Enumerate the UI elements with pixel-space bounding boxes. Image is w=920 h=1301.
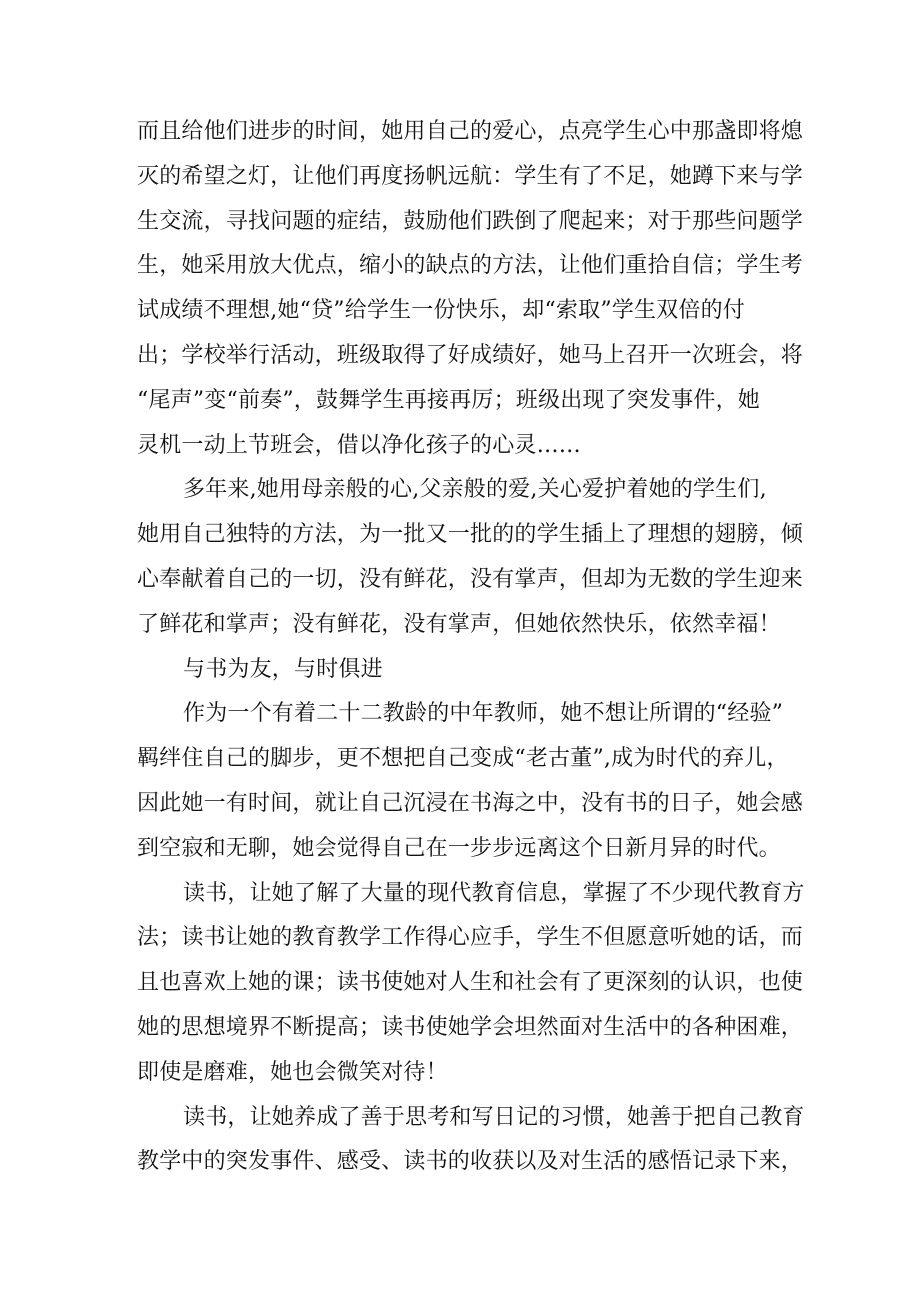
text-line: 生，她采用放大优点，缩小的缺点的方法，让他们重拾自信；学生考: [137, 253, 804, 279]
section-heading: 与书为友，与时俱进: [183, 656, 383, 682]
text-line: 法；读书让她的教育教学工作得心应手，学生不但愿意听她的话，而: [137, 925, 804, 951]
text-line: 教学中的突发事件、感受、读书的收获以及对生活的感悟记录下来，: [137, 1149, 804, 1175]
text-line: 试成绩不理想,她“贷”给学生一份快乐，却“索取”学生双倍的付: [137, 298, 745, 324]
text-line: 羁绊住自己的脚步，更不想把自己变成“老古董”,成为时代的弃儿，: [137, 746, 789, 772]
text-line: 灵机一动上节班会，借以净化孩子的心灵……: [137, 432, 582, 458]
text-line: 心奉献着自己的一切，没有鲜花，没有掌声，但却为无数的学生迎来: [137, 566, 804, 592]
text-line: 而且给他们进步的时间，她用自己的爱心，点亮学生心中那盏即将熄: [137, 119, 804, 144]
text-line: 出；学校举行活动，班级取得了好成绩好，她马上召开一次班会，将: [137, 342, 804, 368]
paragraph-start-line: 作为一个有着二十二教龄的中年教师，她不想让所谓的“经验”: [183, 701, 784, 727]
text-line: 因此她一有时间，就让自己沉浸在书海之中，没有书的日子，她会感: [137, 790, 804, 816]
text-line: 即使是磨难，她也会微笑对待！: [137, 1059, 448, 1085]
text-line: 她用自己独特的方法，为一批又一批的的学生插上了理想的翅膀，倾: [137, 522, 804, 548]
text-line: 到空寂和无聊，她会觉得自己在一步步远离这个日新月异的时代。: [137, 835, 781, 861]
paragraph-start-line: 读书，让她养成了善于思考和写日记的习惯，她善于把自己教育: [183, 1104, 805, 1130]
paragraph-start-line: 读书，让她了解了大量的现代教育信息，掌握了不少现代教育方: [183, 880, 805, 906]
text-line: “尾声”变“前奏”，鼓舞学生再接再厉；班级出现了突发事件，她: [137, 387, 760, 413]
document-body: [137, 110, 805, 1185]
text-line: 了鲜花和掌声；没有鲜花，没有掌声，但她依然快乐，依然幸福！: [137, 611, 781, 637]
text-line: 且也喜欢上她的课；读书使她对人生和社会有了更深刻的认识，也使: [137, 970, 804, 996]
text-line: 灭的希望之灯，让他们再度扬帆远航：学生有了不足，她蹲下来与学: [137, 163, 804, 189]
paragraph-start-line: 多年来,她用母亲般的心,父亲般的爱,关心爱护着她的学生们,: [183, 477, 767, 503]
text-line: 生交流，寻找问题的症结，鼓励他们跌倒了爬起来；对于那些问题学: [137, 208, 804, 234]
text-line: 她的思想境界不断提高；读书使她学会坦然面对生活中的各种困难，: [137, 1014, 804, 1040]
